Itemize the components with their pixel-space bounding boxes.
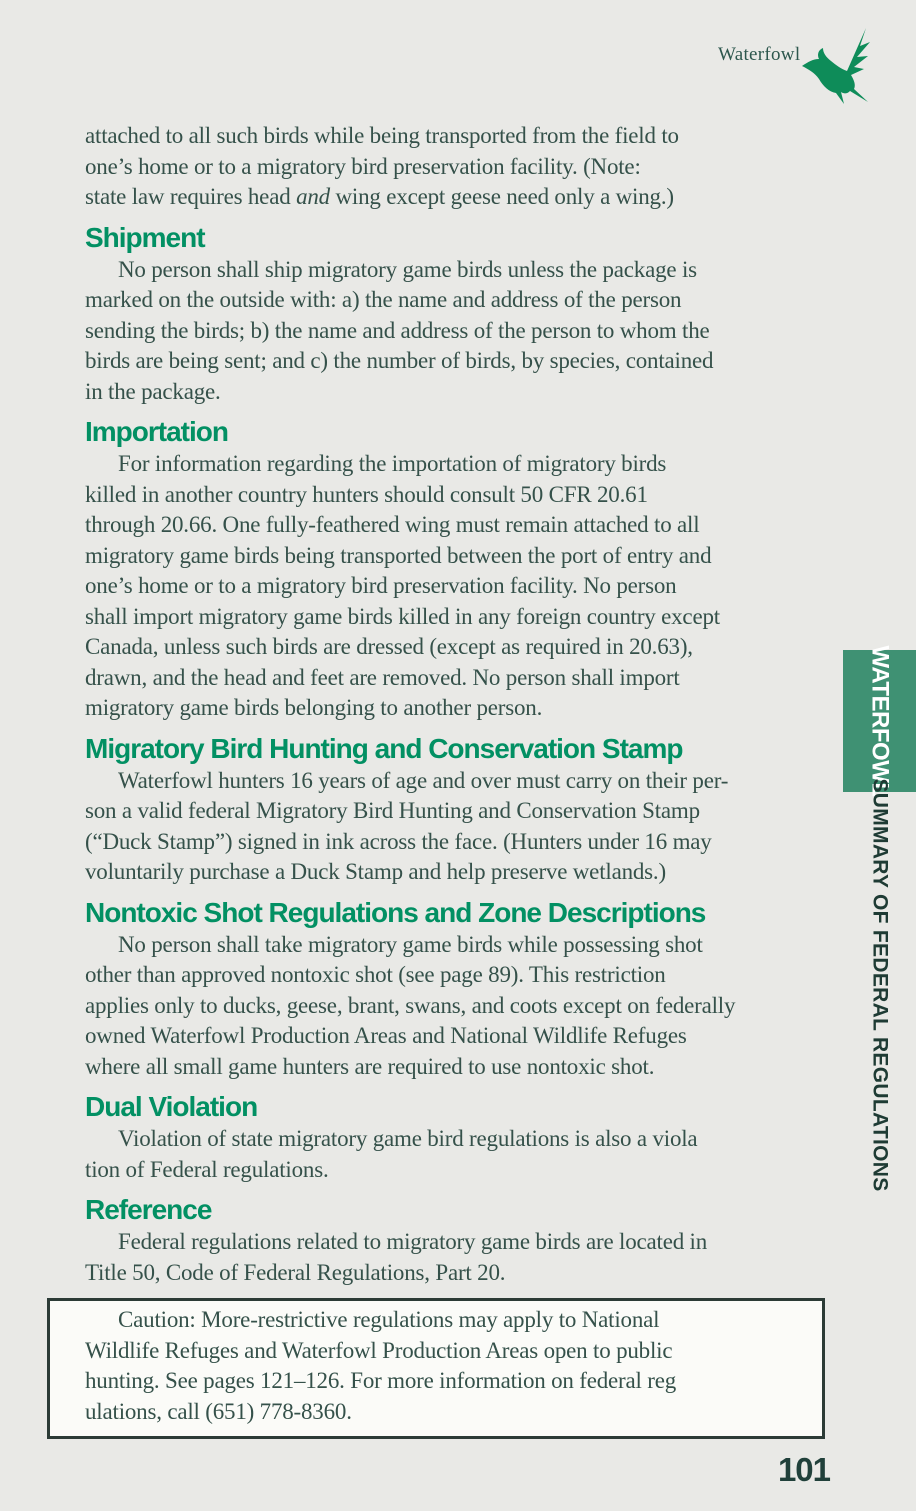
section-heading-nontoxic-shot: Nontoxic Shot Regulations and Zone Descriptions: [85, 896, 706, 928]
section-heading-reference: Reference: [85, 1194, 212, 1225]
header-label: Waterfowl: [718, 44, 801, 65]
caution-paragraph: Caution: More-restrictive regulations may apply to National Wildlife Refuges and Waterfowl Production Areas open to public hunting. See pages 121–126. For more information on federal reg ulations, call (651) 778-8360.: [85, 1307, 677, 1424]
section-heading-importation: Importation: [85, 416, 228, 447]
intro-paragraph: attached to all such birds while being transported from the field to one’s home or to a migratory bird preservation facility. (Note: state law requires head and wing except geese need only a wing.): [85, 123, 679, 209]
paragraph-nontoxic-shot: No person shall take migratory game birds while possessing shot other than approved nontoxic shot (see page 89). This restriction applies only to ducks, geese, brant, swans, and coots except on federally owned Waterfowl Production Areas and National Wildlife Refuges where all small game hunters are required to use nontoxic shot.: [85, 931, 736, 1079]
paragraph-dual-violation: Violation of state migratory game bird regulations is also a viola tion of Federal regulations.: [85, 1126, 698, 1182]
sidebar-section-title-text: SUMMARY OF FEDERAL REGULATIONS: [868, 777, 892, 1192]
section-heading-shipment: Shipment: [85, 221, 205, 253]
waterfowl-section-tab: [843, 645, 916, 797]
paragraph-shipment: No person shall ship migratory game birds unless the package is marked on the outside with: a) the name and address of the person sending the birds; b) the name and address of the person to whom the birds are being sent; and c) the number of birds, by species, contained in the package.: [85, 256, 714, 404]
waterfowl-tab-label: WATERFOWL: [866, 645, 894, 797]
paragraph-duck-stamp: Waterfowl hunters 16 years of age and over must carry on their per- son a valid federal Migratory Bird Hunting and Conservation Stamp (“Duck Stamp”) signed in ink across the face. (Hunters under 16 may voluntarily purchase a Duck Stamp and help preserve wetlands.): [85, 767, 729, 884]
caution-box: [47, 1298, 825, 1439]
content-column: [85, 121, 830, 1489]
page-number: 101: [777, 1451, 830, 1488]
waterfowl-duck-icon: [798, 26, 872, 106]
sidebar-section-title: [843, 777, 916, 1192]
paragraph-reference: Federal regulations related to migratory game birds are located in Title 50, Code of Federal Regulations, Part 20.: [85, 1229, 708, 1285]
paragraph-importation: For information regarding the importation of migratory birds killed in another country hunters should consult 50 CFR 20.61 through 20.66. One fully-feathered wing must remain attached to all migratory game birds being transported between the port of entry and one’s home or to a migratory bird preservation facility. No person shall import migratory game birds killed in any foreign country except Canada, unless such birds are dressed (except as required in 20.63), drawn, and the head and feet are removed. No person shall import migratory game birds belonging to another person.: [85, 451, 720, 720]
section-heading-duck-stamp: Migratory Bird Hunting and Conservation Stamp: [85, 732, 683, 764]
section-heading-dual-violation: Dual Violation: [85, 1091, 258, 1122]
